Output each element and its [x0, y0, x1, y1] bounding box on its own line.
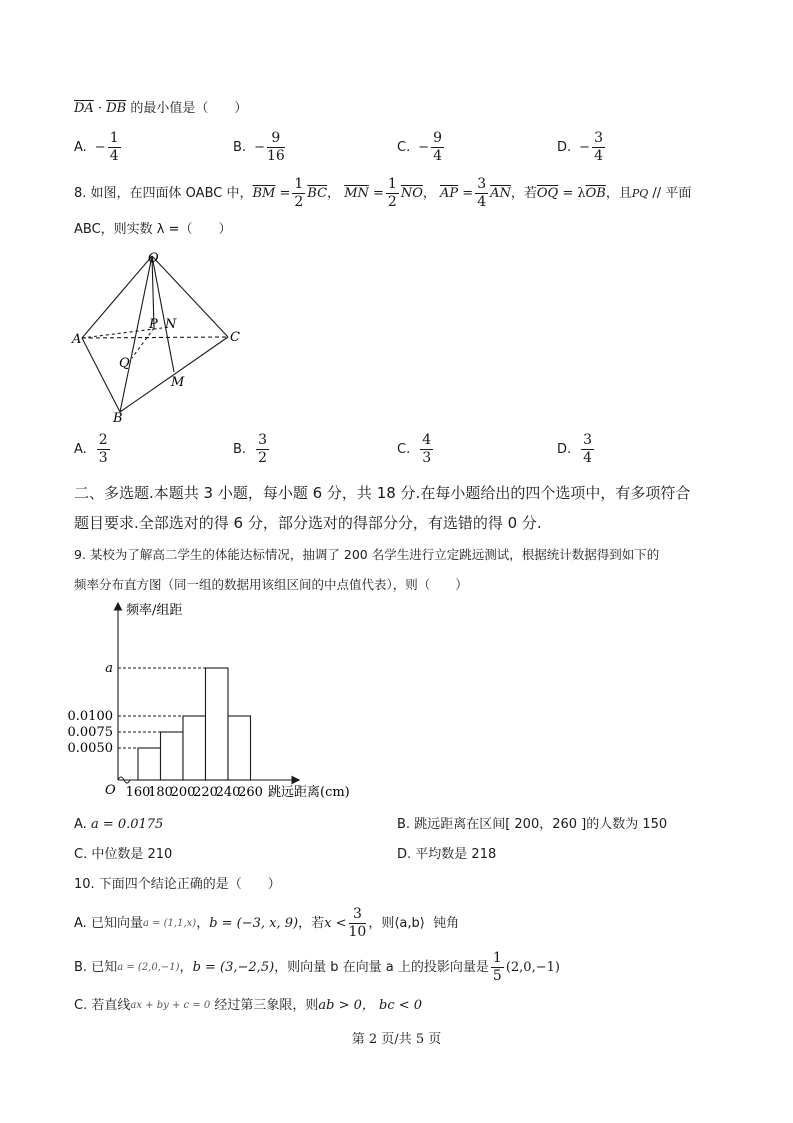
frequency-histogram	[68, 598, 368, 808]
q7-option-d[interactable]: D. − $\frac{3}{4}$	[557, 130, 603, 164]
x-tick-label: 220	[193, 785, 218, 800]
q7-options	[0, 130, 793, 174]
histogram-bar-200-220	[183, 716, 206, 780]
fraction: $\frac{9}{4}$	[433, 130, 443, 164]
q7-option-a[interactable]: A. − $\frac{1}{4}$	[74, 130, 119, 164]
label-p: P	[149, 317, 158, 332]
q8-option-c[interactable]: C. $\frac{4}{3}$	[397, 432, 432, 466]
x-tick-label: 160	[125, 785, 151, 800]
edge-ob	[120, 256, 152, 412]
q9-stem-line1: 9. 某校为了解高二学生的体能达标情况，抽调了 200 名学生进行立定跳远测试，根据统计数据得到如下的	[74, 547, 660, 562]
q8-option-b[interactable]: B. $\frac{3}{2}$	[233, 432, 267, 466]
vector-da: $\overline{DA}$	[74, 101, 94, 116]
fraction: $\frac{1}{4}$	[109, 130, 119, 164]
q8-option-d[interactable]: D. $\frac{3}{4}$	[557, 432, 593, 466]
label-o: O	[148, 251, 159, 266]
q8-stem-line2: ABC，则实数 λ =（ ）	[74, 222, 232, 237]
q8-option-a[interactable]: A. $\frac{2}{3}$	[74, 432, 108, 466]
q7-option-b[interactable]: B. − $\frac{9}{16}$	[233, 130, 285, 164]
y-axis-label: 频率/组距	[126, 603, 183, 618]
vector-db: $\overline{DB}$	[106, 101, 127, 116]
q9-option-a[interactable]: A. a = 0.0175	[74, 817, 164, 832]
label-c: C	[230, 330, 240, 345]
tetrahedron-figure	[68, 248, 248, 428]
section2-line1: 二、多选题.本题共 3 小题，每小题 6 分，共 18 分.在每小题给出的四个选项中，有多项符合	[74, 484, 691, 502]
q8-stem-line1: 8. 如图，在四面体 OABC 中， $\overline{BM}$ = $\frac{1}{2}$ $\overline{BC}$ ， $\overline{MN}$ = $\frac{1}{2}$ $\overline{NO}$ ， $\overline{AP}$ = $\frac{3}{4}$ $\overline{AN}$ ，若 $\overline{OQ}$ = λ $\overline{OB}$ ，且 PQ // 平面	[74, 176, 692, 210]
q10-stem: 10. 下面四个结论正确的是（ ）	[74, 877, 281, 892]
q10-option-c[interactable]: C. 若直线 ax + by + c = 0 经过第三象限，则 ab > 0， bc < 0	[74, 998, 423, 1013]
q10-option-a[interactable]: A. 已知向量 a = (1,1,x) ， b = (−3, x, 9) ，若 x < $\frac{3}{10}$ ，则⟨a,b⟩ 钝角	[74, 906, 460, 940]
histogram-bar-220-240	[206, 668, 229, 780]
dot-operator: ·	[97, 101, 103, 116]
q9-option-c[interactable]: C. 中位数是 210	[74, 847, 173, 862]
edge-ab	[82, 338, 120, 412]
segment-om	[152, 256, 174, 372]
x-tick-label: 180	[148, 785, 173, 800]
section2-line2: 题目要求.全部选对的得 6 分，部分选对的得部分分，有选错的得 0 分.	[74, 514, 542, 532]
y-tick-label: 0.0050	[68, 741, 113, 756]
x-tick-label: 200	[170, 785, 196, 800]
q10-option-b[interactable]: B. 已知 a = (2,0,−1) ， b = (3,−2,5) ，则向量 b 在向量 a 上的投影向量是 $\frac{1}{5}$ (2,0,−1)	[74, 950, 560, 984]
label-q: Q	[119, 356, 130, 371]
y-tick-label: 0.0100	[68, 709, 113, 724]
edge-oc	[152, 256, 228, 337]
q9-option-b[interactable]: B. 跳远距离在区间[ 200，260 ]的人数为 150	[397, 817, 668, 832]
q7-stem-tail	[74, 100, 247, 118]
label-m: M	[171, 375, 185, 390]
x-axis-label: 跳远距离(cm)	[268, 785, 350, 800]
q7-option-c[interactable]: C. − $\frac{9}{4}$	[397, 130, 443, 164]
page-footer: 第 2 页/共 5 页	[351, 1032, 442, 1047]
q8-options	[0, 432, 793, 476]
x-tick-label: 260	[238, 785, 263, 800]
histogram-bar-160-180	[138, 748, 161, 780]
q7-stem-text: 的最小值是（ ）	[130, 101, 248, 116]
edge-ac-hidden	[82, 337, 228, 338]
label-a: A	[72, 332, 82, 347]
q9-option-d[interactable]: D. 平均数是 218	[397, 847, 497, 862]
histogram-bar-240-260	[228, 716, 251, 780]
label-n: N	[165, 317, 177, 332]
label-b: B	[113, 411, 123, 426]
segment-pq	[132, 328, 154, 358]
histogram-bar-180-200	[161, 732, 184, 780]
x-tick-label: 240	[215, 785, 241, 800]
edge-oa	[82, 256, 152, 338]
q9-stem-line2: 频率分布直方图（同一组的数据用该组区间的中点值代表），则（ ）	[74, 577, 468, 592]
fraction: $\frac{3}{4}$	[594, 130, 603, 164]
y-tick-label: a	[105, 661, 113, 676]
fraction: $\frac{9}{16}$	[266, 130, 285, 164]
y-tick-label: 0.0075	[68, 725, 113, 740]
origin-label: O	[105, 783, 116, 798]
